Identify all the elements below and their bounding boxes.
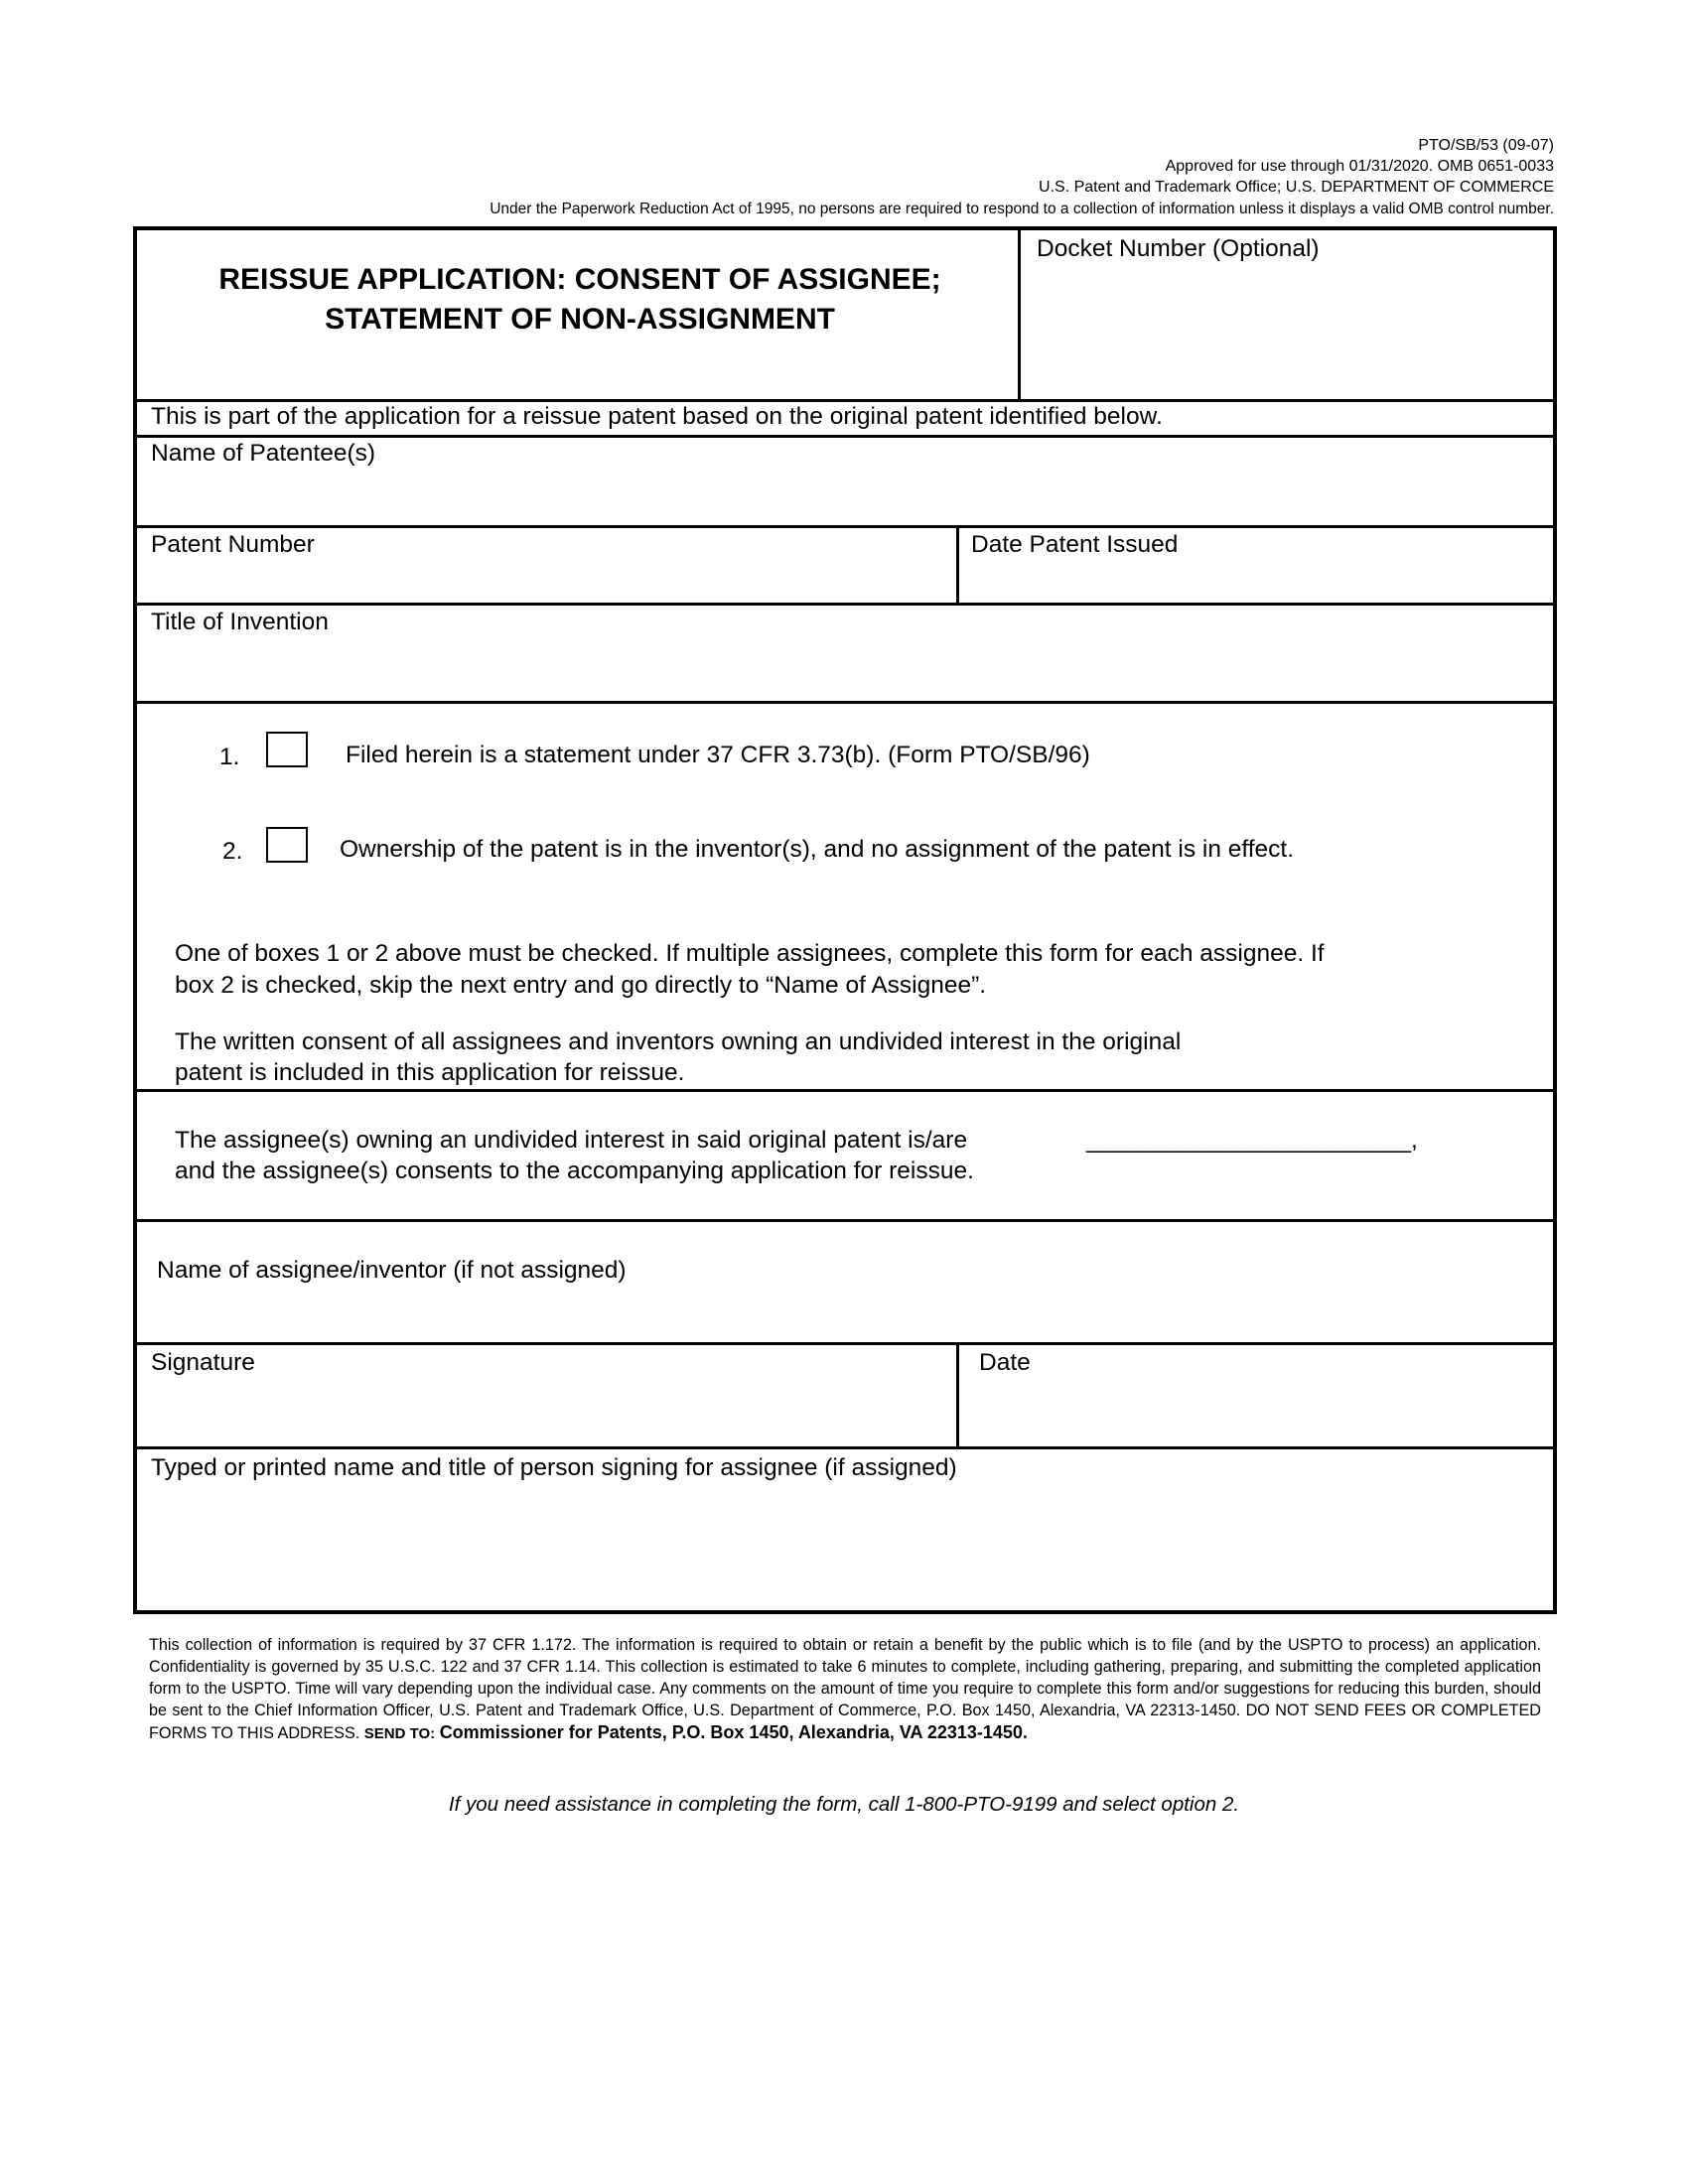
title-divider <box>1018 230 1021 399</box>
date-issued-field[interactable] <box>963 563 1549 603</box>
docket-number-field[interactable] <box>1023 270 1549 394</box>
assignee-statement-line-1: The assignee(s) owning an undivided interest in said original patent is/are <box>175 1127 968 1154</box>
title-of-invention-field[interactable] <box>141 639 1549 697</box>
divider <box>137 603 1553 606</box>
cell-divider <box>956 1342 959 1446</box>
consent-line-1: The written consent of all assignees and inventors owning an undivided interest in the original <box>175 1028 1182 1055</box>
signature-label: Signature <box>151 1349 255 1376</box>
send-to-address: Commissioner for Patents, P.O. Box 1450, Alexandria, VA 22313-1450. <box>439 1722 1028 1742</box>
option-1-text: Filed herein is a statement under 37 CFR 3.73(b). (Form PTO/SB/96) <box>346 742 1090 768</box>
cell-divider <box>956 525 959 603</box>
reissue-consent-form <box>133 226 1557 1614</box>
title-of-invention-label: Title of Invention <box>151 609 329 635</box>
option-1-number: 1. <box>219 744 240 770</box>
divider <box>137 525 1553 528</box>
form-title-line2: STATEMENT OF NON-ASSIGNMENT <box>325 303 835 336</box>
omb-approval: Approved for use through 01/31/2020. OMB 0651-0033 <box>1165 158 1554 175</box>
date-issued-label: Date Patent Issued <box>971 531 1179 558</box>
docket-number-label: Docket Number (Optional) <box>1037 235 1320 262</box>
divider <box>137 1219 1553 1222</box>
option-1-checkbox[interactable] <box>266 732 308 767</box>
date-field[interactable] <box>963 1382 1549 1443</box>
instructions-line-2: box 2 is checked, skip the next entry and go directly to “Name of Assignee”. <box>175 972 987 999</box>
assignee-blank[interactable]: ________________________, <box>1086 1127 1418 1154</box>
assignee-name-field[interactable] <box>141 1289 1549 1338</box>
patent-number-field[interactable] <box>141 563 950 603</box>
option-2-text: Ownership of the patent is in the inventor(s), and no assignment of the patent is in effect. <box>340 836 1295 863</box>
form-title-line1: REISSUE APPLICATION: CONSENT OF ASSIGNEE; <box>218 263 941 296</box>
send-to-label: SEND TO: <box>363 1725 436 1742</box>
typed-name-field[interactable] <box>141 1487 1549 1604</box>
option-2-number: 2. <box>222 838 243 865</box>
patent-number-label: Patent Number <box>151 531 315 558</box>
agency-name: U.S. Patent and Trademark Office; U.S. DEPARTMENT OF COMMERCE <box>1039 179 1554 196</box>
burden-statement <box>149 1634 1541 1745</box>
intro-text: This is part of the application for a reissue patent based on the original patent identified below. <box>151 403 1163 430</box>
divider <box>137 701 1553 704</box>
date-label: Date <box>979 1349 1031 1376</box>
divider <box>137 1446 1553 1449</box>
assistance-note: If you need assistance in completing the form, call 1-800-PTO-9199 and select option 2. <box>448 1793 1240 1816</box>
option-2-checkbox[interactable] <box>266 827 308 863</box>
signature-field[interactable] <box>141 1382 950 1443</box>
typed-name-label: Typed or printed name and title of person signing for assignee (if assigned) <box>151 1454 957 1481</box>
consent-line-2: patent is included in this application for reissue. <box>175 1059 685 1086</box>
divider <box>137 1342 1553 1345</box>
assignee-name-label: Name of assignee/inventor (if not assigned) <box>157 1257 627 1284</box>
divider <box>137 1089 1553 1092</box>
patentee-field[interactable] <box>141 471 1549 520</box>
patentee-label: Name of Patentee(s) <box>151 440 376 467</box>
paperwork-notice: Under the Paperwork Reduction Act of 1995, no persons are required to respond to a collection of information unless it displays a valid OMB control number. <box>490 201 1554 217</box>
form-title <box>153 260 1007 340</box>
assignee-statement-line-2: and the assignee(s) consents to the accompanying application for reissue. <box>175 1158 974 1184</box>
divider <box>137 435 1553 438</box>
instructions-line-1: One of boxes 1 or 2 above must be checked. If multiple assignees, complete this form for each assignee. If <box>175 940 1325 967</box>
form-id: PTO/SB/53 (09-07) <box>1418 137 1554 154</box>
burden-text: This collection of information is required by 37 CFR 1.172. The information is required to obtain or retain a benefit by the public which is to file (and by the USPTO to process) an application. Confidentiality is governed by 35 U.S.C. 122 and 37 CFR 1.14. This collection is estimated to take 6 minutes to complete, including gathering, preparing, and submitting the completed application form to the USPTO. Time will vary depending upon the individual case. Any comments on the amount of time you require to complete this form and/or suggestions for reducing this burden, should be sent to the Chief Information Officer, U.S. Patent and Trademark Office, U.S. Department of Commerce, P.O. Box 1450, Alexandria, VA 22313-1450. DO NOT SEND FEES OR COMPLETED FORMS TO THIS ADDRESS. <box>149 1636 1541 1742</box>
